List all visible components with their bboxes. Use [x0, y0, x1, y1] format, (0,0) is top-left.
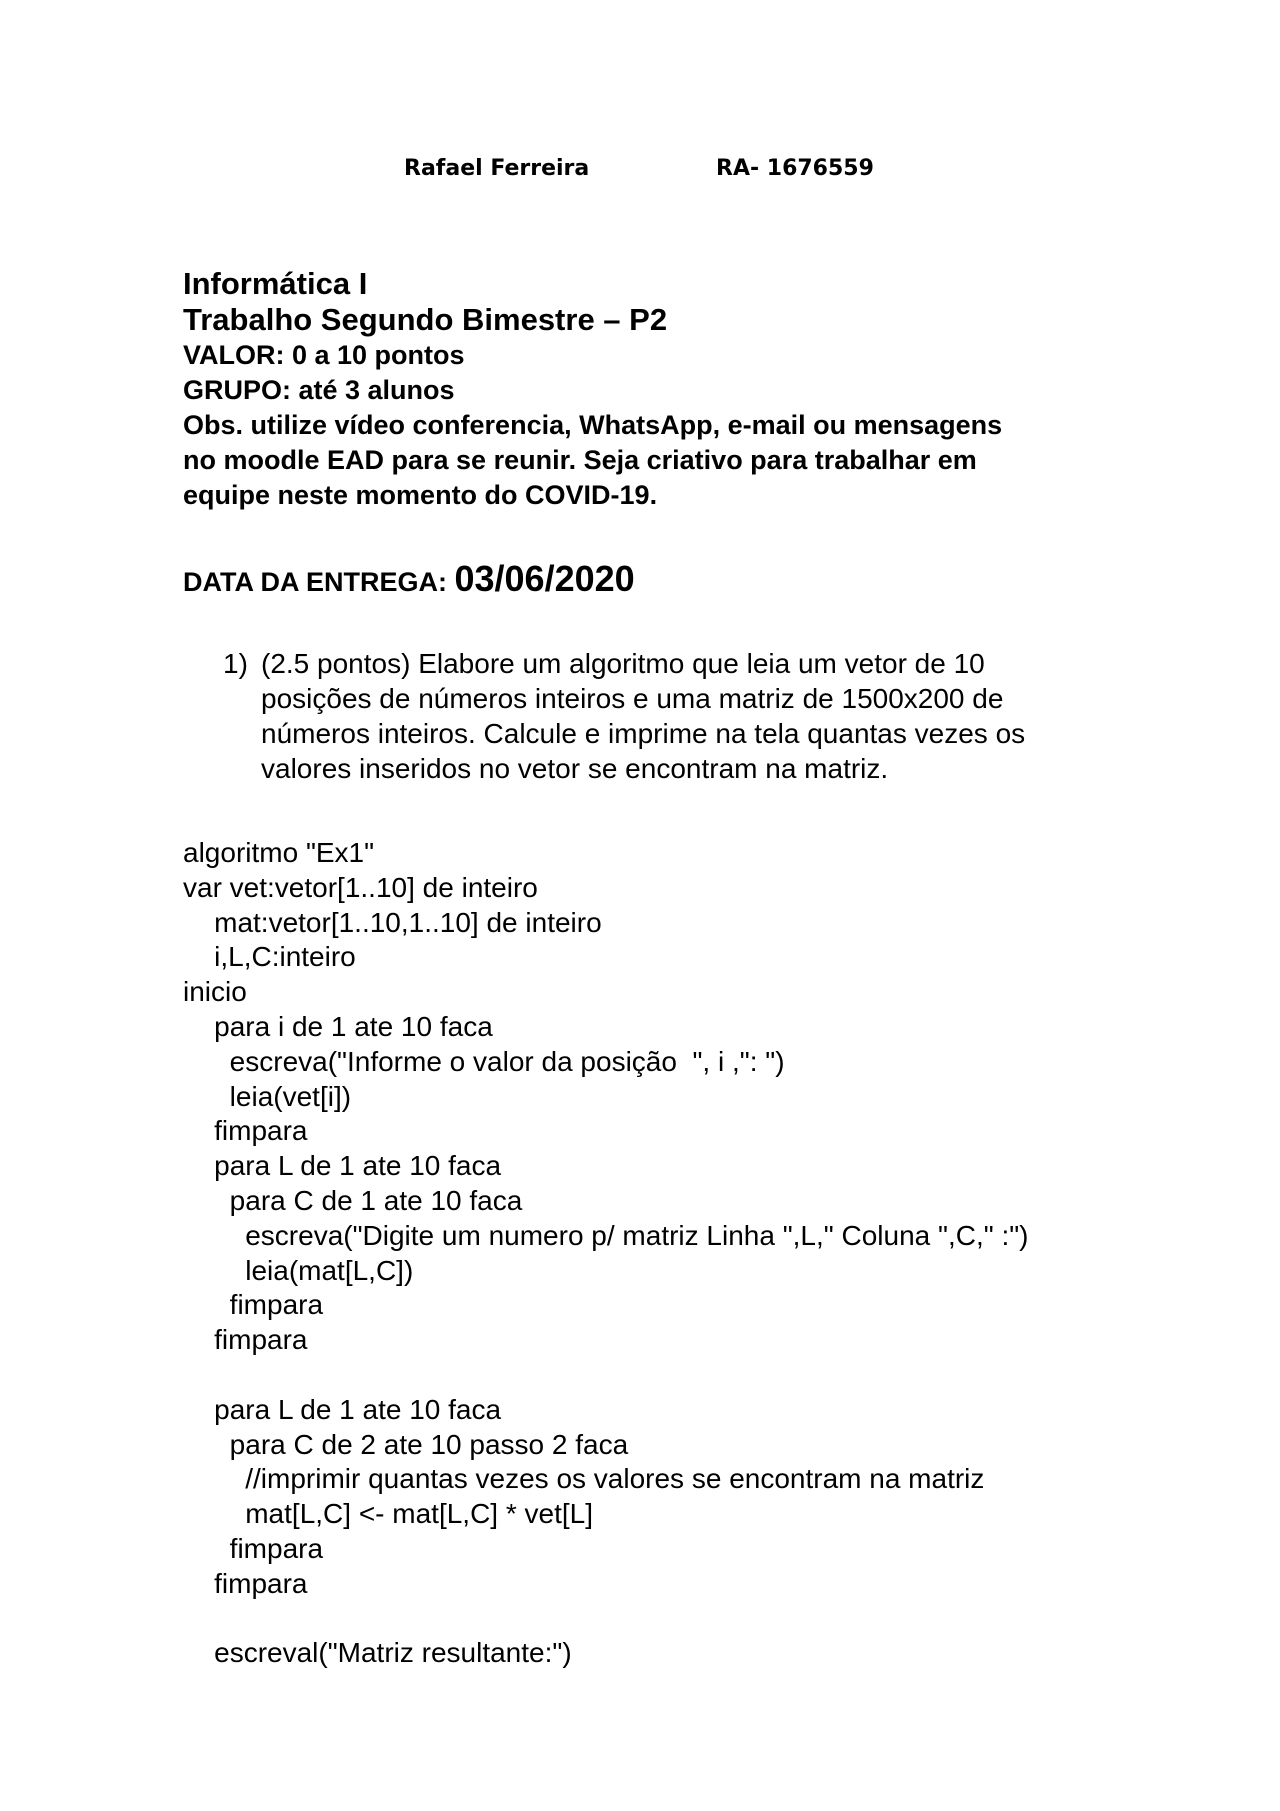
question-number: 1): [223, 648, 248, 679]
obs-line: equipe neste momento do COVID-19.: [183, 480, 658, 510]
due-date-label: DATA DA ENTREGA:: [183, 567, 455, 597]
code-line: escreval("Matriz resultante:"): [183, 1637, 572, 1669]
code-line: mat[L,C] <- mat[L,C] * vet[L]: [183, 1498, 594, 1530]
code-line: fimpara: [183, 1567, 308, 1599]
obs-line: Obs. utilize vídeo conferencia, WhatsApp, e-mail ou mensagens: [183, 410, 1003, 440]
code-line: para C de 1 ate 10 faca: [183, 1184, 523, 1216]
question-text: [261, 646, 1111, 786]
code-line: [183, 1358, 1143, 1393]
code-line: escreva("Informe o valor da posição ", i ,": "): [183, 1045, 785, 1077]
question-1: [223, 646, 1143, 786]
code-line: leia(vet[i]): [183, 1080, 352, 1112]
code-line: fimpara: [183, 1115, 308, 1147]
code-line: algoritmo "Ex1": [183, 837, 375, 868]
question-line: (2.5 pontos) Elabore um algoritmo que leia um vetor de 10: [261, 648, 985, 679]
code-line: para C de 2 ate 10 passo 2 faca: [183, 1428, 629, 1460]
code-line: mat:vetor[1..10,1..10] de inteiro: [183, 906, 602, 938]
student-ra: RA- 1676559: [716, 156, 874, 181]
code-line: [183, 1602, 1143, 1637]
code-line: fimpara: [183, 1324, 308, 1356]
code-line: fimpara: [183, 1532, 324, 1564]
due-date-value: 03/06/2020: [454, 558, 635, 599]
document-body: [183, 266, 1143, 1671]
code-line: fimpara: [183, 1289, 324, 1321]
code-line: leia(mat[L,C]): [183, 1254, 414, 1286]
question-line: posições de números inteiros e uma matriz de 1500x200 de: [261, 683, 1004, 714]
assignment-title: Trabalho Segundo Bimestre – P2: [183, 302, 668, 337]
code-line: i,L,C:inteiro: [183, 941, 356, 973]
course-title: Informática I: [183, 266, 368, 301]
value-line: VALOR: 0 a 10 pontos: [183, 340, 465, 370]
code-line: escreva("Digite um numero p/ matriz Linha ",L," Coluna ",C," :"): [183, 1219, 1029, 1251]
group-line: GRUPO: até 3 alunos: [183, 375, 455, 405]
obs-line: no moodle EAD para se reunir. Seja criativo para trabalhar em: [183, 445, 977, 475]
code-line: inicio: [183, 976, 247, 1008]
code-line: var vet:vetor[1..10] de inteiro: [183, 871, 538, 903]
code-line: //imprimir quantas vezes os valores se encontram na matriz: [183, 1463, 985, 1495]
question-line: valores inseridos no vetor se encontram na matriz.: [261, 753, 889, 784]
question-line: números inteiros. Calcule e imprime na tela quantas vezes os: [261, 718, 1026, 749]
student-name: Rafael Ferreira: [404, 156, 590, 181]
code-line: para i de 1 ate 10 faca: [183, 1010, 493, 1042]
due-date-line: [183, 557, 1143, 604]
algorithm-code: [183, 836, 1143, 1671]
student-header: [0, 156, 1280, 186]
code-line: para L de 1 ate 10 faca: [183, 1393, 502, 1425]
code-line: para L de 1 ate 10 faca: [183, 1150, 502, 1182]
